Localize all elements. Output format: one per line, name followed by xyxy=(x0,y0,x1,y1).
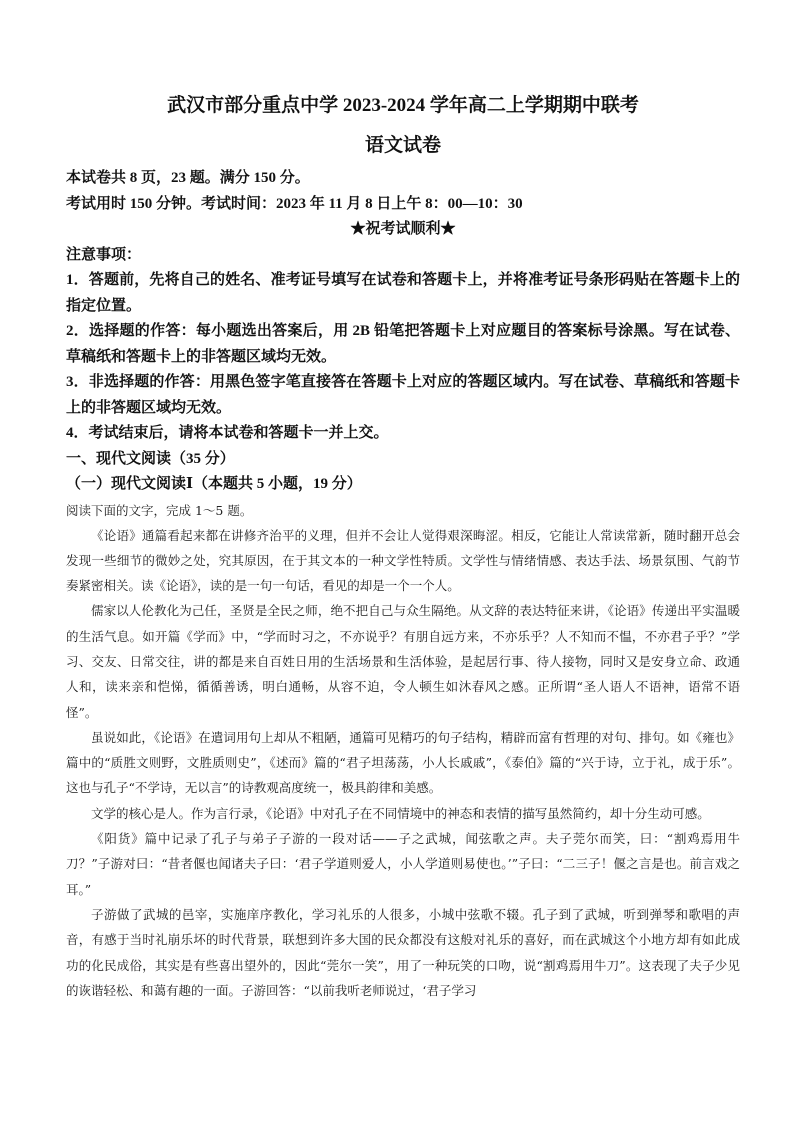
section-heading: 一、现代文阅读（35 分） xyxy=(66,450,235,467)
note-item-2: 2．选择题的作答：每小题选出答案后，用 2B 铅笔把答题卡上对应题目的答案标号涂黑。写在试卷、草稿纸和答题卡上的非答题区域均无效。 xyxy=(66,323,740,365)
notes-heading: 注意事项： xyxy=(66,246,142,263)
passage-paragraph-4: 文学的核心是人。作为言行录，《论语》中对孔子在不同情境中的神态和表情的描写虽然简约，却十分生动可感。 xyxy=(91,805,710,821)
note-item-3: 3．非选择题的作答：用黑色签字笔直接答在答题卡上对应的答题区域内。写在试卷、草稿纸和答题卡上的非答题区域均无效。 xyxy=(66,374,740,416)
exam-title: 武汉市部分重点中学 2023-2024 学年高二上学期期中联考 xyxy=(167,95,639,116)
passage-paragraph-2: 儒家以人伦教化为己任，圣贤是全民之师，绝不把自己与众生隔绝。从文辞的表达特征来讲，《论语》传递出平实温暖的生活气息。如开篇《学而》中，“学而时习之，不亦说乎？有朋自远方来，不亦乐乎？人不知而不愠，不亦君子乎？”学习、交友、日常交往，讲的都是来自百姓日用的生活场景和生活体验，是起居行事、待人接物，同时又是安身立命、政通人和，读来亲和恺悌，循循善诱，明白通畅，从容不迫，令人顿生如沐春风之感。正所谓“圣人语人不语神，语常不语怪”。 xyxy=(66,603,740,720)
note-item-4: 4．考试结束后，请将本试卷和答题卡一并上交。 xyxy=(66,425,389,441)
passage-paragraph-6: 子游做了武城的邑宰，实施庠序教化，学习礼乐的人很多，小城中弦歌不辍。孔子到了武城，听到弹琴和歌唱的声音，有感于当时礼崩乐坏的时代背景，联想到许多大国的民众都没有这般对礼乐的喜好，而在武城这个小地方却有如此成功的化民成俗，其实是有些喜出望外的，因此“莞尔一笑”，用了一种玩笑的口吻，说“割鸡焉用牛刀”。这表现了夫子少见的诙谐轻松、和蔼有趣的一面。子游回答：“以前我听老师说过，‘君子学习 xyxy=(66,906,740,998)
section-instruction: 阅读下面的文字，完成 1～5 题。 xyxy=(66,502,253,518)
section-subheading: （一）现代文阅读Ⅰ（本题共 5 小题，19 分） xyxy=(66,476,362,492)
passage-paragraph-5: 《阳货》篇中记录了孔子与弟子子游的一段对话——子之武城，闻弦歌之声。夫子莞尔而笑，曰：“割鸡焉用牛刀？”子游对曰：“昔者偃也闻诸夫子曰：‘君子学道则爱人，小人学道则易使也。’”子曰：“二三子！偃之言是也。前言戏之耳。” xyxy=(66,831,740,897)
exam-time-info: 考试用时 150 分钟。考试时间：2023 年 11 月 8 日上午 8：00—10：30 xyxy=(66,195,523,212)
exam-subtitle: 语文试卷 xyxy=(364,135,441,156)
note-item-1: 1．答题前，先将自己的姓名、准考证号填写在试卷和答题卡上，并将准考证号条形码贴在答题卡上的指定位置。 xyxy=(66,272,740,314)
exam-wish: ★祝考试顺利★ xyxy=(350,221,456,237)
passage-paragraph-3: 虽说如此，《论语》在遣词用句上却从不粗陋，通篇可见精巧的句子结构，精辟而富有哲理的对句、排句。如《雍也》篇中的“质胜文则野，文胜质则史”，《述而》篇的“君子坦荡荡，小人长戚戚”，《泰伯》篇的“兴于诗，立于礼，成于乐”。这也与孔子“不学诗，无以言”的诗教观高度统一，极具韵律和美感。 xyxy=(66,729,740,796)
passage-paragraph-1: 《论语》通篇看起来都在讲修齐治平的义理，但并不会让人觉得艰深晦涩。相反，它能让人常读常新，随时翻开总会发现一些细节的微妙之处，究其原因，在于其文本的一种文学性特质。文学性与情绪情感、表达手法、场景氛围、气韵节奏紧密相关。读《论语》，读的是一句一句话，看见的却是一个一个人。 xyxy=(66,527,740,594)
exam-pages-info: 本试卷共 8 页，23 题。满分 150 分。 xyxy=(66,170,310,186)
